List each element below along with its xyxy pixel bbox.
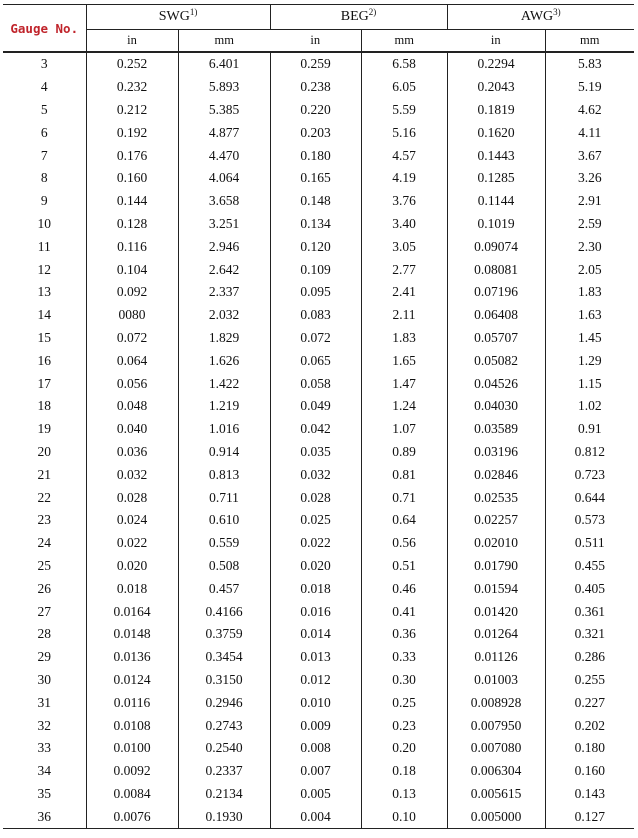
awg-in-cell: 0.006304 <box>447 760 545 783</box>
footnote-marker: 1) <box>189 7 198 17</box>
swg-mm-cell: 1.219 <box>178 395 270 418</box>
beg-in-cell: 0.049 <box>270 395 361 418</box>
table-row <box>3 646 634 669</box>
beg-mm-cell: 3.76 <box>361 190 447 213</box>
swg-mm-cell: 4.064 <box>178 167 270 190</box>
beg-in-cell: 0.018 <box>270 577 361 600</box>
awg-in-cell: 0.1620 <box>447 121 545 144</box>
awg-mm-cell: 0.723 <box>574 466 605 482</box>
table-row <box>3 349 634 372</box>
unit-header: in <box>86 30 178 53</box>
gauge-no-cell: 30 <box>3 669 86 692</box>
beg-mm-cell: 5.59 <box>361 99 447 122</box>
swg-mm-cell: 0.3759 <box>178 623 270 646</box>
awg-mm-cell: 4.62 <box>577 101 602 117</box>
swg-in-cell: 0.160 <box>86 167 178 190</box>
table-row <box>3 190 634 213</box>
awg-mm-cell: 0.286 <box>574 649 605 665</box>
gauge-no-cell: 32 <box>3 714 86 737</box>
awg-mm-cell: 0.127 <box>545 805 634 828</box>
gauge-no-cell: 17 <box>3 372 86 395</box>
swg-in-cell: 0.032 <box>86 463 178 486</box>
swg-in-cell: 0.232 <box>86 76 178 99</box>
gauge-no-cell: 3 <box>3 52 86 76</box>
awg-in-cell: 0.02010 <box>447 532 545 555</box>
table-row <box>3 623 634 646</box>
beg-in-cell: 0.259 <box>270 52 361 76</box>
awg-mm-cell: 2.91 <box>577 193 602 209</box>
table-row <box>3 577 634 600</box>
swg-mm-cell: 2.946 <box>178 235 270 258</box>
gauge-no-cell: 14 <box>3 304 86 327</box>
awg-mm-cell: 0.361 <box>574 603 605 619</box>
table-row <box>3 463 634 486</box>
awg-in-cell: 0.05082 <box>447 349 545 372</box>
gauge-no-header: Gauge No. <box>3 5 86 53</box>
beg-mm-cell: 0.30 <box>361 669 447 692</box>
swg-in-cell: 0.192 <box>86 121 178 144</box>
beg-in-cell: 0.005 <box>270 783 361 806</box>
swg-in-cell: 0.0136 <box>86 646 178 669</box>
beg-mm-cell: 6.58 <box>361 52 447 76</box>
awg-in-cell: 0.03196 <box>447 441 545 464</box>
table-row <box>3 235 634 258</box>
awg-mm-cell: 3.26 <box>577 170 602 186</box>
swg-mm-cell: 5.893 <box>178 76 270 99</box>
swg-mm-cell: 0.3150 <box>178 669 270 692</box>
beg-in-cell: 0.203 <box>270 121 361 144</box>
awg-mm-cell: 0.511 <box>574 535 605 551</box>
swg-in-cell: 0.252 <box>86 52 178 76</box>
swg-in-cell: 0.092 <box>86 281 178 304</box>
awg-mm-cell: 0.202 <box>574 717 605 733</box>
beg-in-cell: 0.012 <box>270 669 361 692</box>
table-row <box>3 532 634 555</box>
swg-in-cell: 0.116 <box>86 235 178 258</box>
unit-header: mm <box>361 30 447 53</box>
beg-mm-cell: 0.56 <box>361 532 447 555</box>
awg-in-cell: 0.01594 <box>447 577 545 600</box>
table-row <box>3 258 634 281</box>
swg-in-cell: 0.104 <box>86 258 178 281</box>
header-row-units <box>3 30 634 53</box>
awg-in-cell: 0.008928 <box>447 691 545 714</box>
swg-mm-cell: 2.642 <box>178 258 270 281</box>
swg-mm-cell: 4.877 <box>178 121 270 144</box>
beg-mm-cell: 0.64 <box>361 509 447 532</box>
beg-mm-cell: 4.19 <box>361 167 447 190</box>
table-row <box>3 395 634 418</box>
beg-mm-cell: 0.33 <box>361 646 447 669</box>
swg-in-cell: 0.0092 <box>86 760 178 783</box>
gauge-no-cell: 27 <box>3 600 86 623</box>
gauge-no-cell: 33 <box>3 737 86 760</box>
gauge-no-cell: 31 <box>3 691 86 714</box>
table-row <box>3 52 634 76</box>
awg-in-cell: 0.005000 <box>447 805 545 828</box>
swg-mm-cell: 0.610 <box>178 509 270 532</box>
beg-in-cell: 0.008 <box>270 737 361 760</box>
beg-mm-cell: 4.57 <box>361 144 447 167</box>
beg-in-cell: 0.065 <box>270 349 361 372</box>
gauge-no-cell: 29 <box>3 646 86 669</box>
swg-in-cell: 0.0124 <box>86 669 178 692</box>
swg-mm-cell: 0.2337 <box>178 760 270 783</box>
unit-header: mm <box>545 30 634 53</box>
swg-in-cell: 0.144 <box>86 190 178 213</box>
awg-in-cell: 0.01126 <box>447 646 545 669</box>
awg-in-cell: 0.005615 <box>447 783 545 806</box>
table-row <box>3 167 634 190</box>
awg-in-cell: 0.05707 <box>447 327 545 350</box>
unit-header: in <box>447 30 545 53</box>
swg-in-cell: 0.036 <box>86 441 178 464</box>
gauge-no-cell: 35 <box>3 783 86 806</box>
beg-mm-cell: 6.05 <box>361 76 447 99</box>
swg-in-cell: 0.024 <box>86 509 178 532</box>
awg-in-cell: 0.1819 <box>447 99 545 122</box>
table-row <box>3 121 634 144</box>
awg-in-cell: 0.04030 <box>447 395 545 418</box>
gauge-no-cell: 19 <box>3 418 86 441</box>
swg-mm-cell: 4.470 <box>178 144 270 167</box>
beg-mm-cell: 0.46 <box>361 577 447 600</box>
beg-in-cell: 0.022 <box>270 532 361 555</box>
swg-mm-cell: 0.457 <box>178 577 270 600</box>
awg-in-cell: 0.02535 <box>447 486 545 509</box>
gauge-no-cell: 4 <box>3 76 86 99</box>
swg-in-cell: 0.212 <box>86 99 178 122</box>
swg-in-cell: 0.0076 <box>86 805 178 828</box>
gauge-no-cell: 34 <box>3 760 86 783</box>
beg-in-cell: 0.007 <box>270 760 361 783</box>
beg-mm-cell: 1.47 <box>361 372 447 395</box>
table-row <box>3 304 634 327</box>
awg-mm-cell: 0.255 <box>574 671 605 687</box>
swg-in-cell: 0.018 <box>86 577 178 600</box>
beg-mm-cell: 3.40 <box>361 213 447 236</box>
awg-in-cell: 0.01420 <box>447 600 545 623</box>
awg-mm-cell: 0.180 <box>574 740 605 756</box>
table-row <box>3 691 634 714</box>
swg-mm-cell: 2.337 <box>178 281 270 304</box>
beg-mm-cell: 0.89 <box>361 441 447 464</box>
table-row <box>3 760 634 783</box>
beg-mm-cell: 0.71 <box>361 486 447 509</box>
awg-in-cell: 0.007080 <box>447 737 545 760</box>
swg-mm-cell: 3.658 <box>178 190 270 213</box>
awg-in-cell: 0.1144 <box>447 190 545 213</box>
table-row <box>3 144 634 167</box>
swg-mm-cell: 0.1930 <box>178 805 270 828</box>
awg-mm-cell: 4.11 <box>578 124 602 140</box>
swg-mm-cell: 2.032 <box>178 304 270 327</box>
beg-in-cell: 0.083 <box>270 304 361 327</box>
gauge-no-cell: 9 <box>3 190 86 213</box>
beg-mm-cell: 0.10 <box>361 805 447 828</box>
beg-in-cell: 0.013 <box>270 646 361 669</box>
beg-in-cell: 0.035 <box>270 441 361 464</box>
beg-in-cell: 0.014 <box>270 623 361 646</box>
beg-mm-cell: 1.83 <box>361 327 447 350</box>
awg-mm-cell: 2.59 <box>577 215 602 231</box>
swg-mm-cell: 0.559 <box>178 532 270 555</box>
gauge-no-cell: 13 <box>3 281 86 304</box>
beg-mm-cell: 2.11 <box>361 304 447 327</box>
beg-in-cell: 0.016 <box>270 600 361 623</box>
table-row <box>3 555 634 578</box>
swg-in-cell: 0.0148 <box>86 623 178 646</box>
awg-in-cell: 0.02257 <box>447 509 545 532</box>
group-name: SWG <box>158 9 190 24</box>
swg-in-cell: 0.0116 <box>86 691 178 714</box>
awg-mm-cell: 2.30 <box>577 238 602 254</box>
awg-mm-cell: 1.29 <box>577 352 602 368</box>
swg-mm-cell: 0.4166 <box>178 600 270 623</box>
awg-mm-cell: 0.405 <box>574 580 605 596</box>
awg-mm-cell: 1.45 <box>577 329 602 345</box>
swg-mm-cell: 0.2946 <box>178 691 270 714</box>
table-header <box>3 5 634 53</box>
gauge-no-cell: 11 <box>3 235 86 258</box>
swg-mm-cell: 1.626 <box>178 349 270 372</box>
beg-in-cell: 0.028 <box>270 486 361 509</box>
awg-mm-cell: 0.812 <box>574 443 605 459</box>
gauge-no-cell: 22 <box>3 486 86 509</box>
awg-in-cell: 0.09074 <box>447 235 545 258</box>
table-row <box>3 99 634 122</box>
beg-in-cell: 0.148 <box>270 190 361 213</box>
swg-in-cell: 0.048 <box>86 395 178 418</box>
beg-mm-cell: 1.24 <box>361 395 447 418</box>
beg-mm-cell: 0.81 <box>361 463 447 486</box>
table-row <box>3 805 634 828</box>
beg-mm-cell: 3.05 <box>361 235 447 258</box>
unit-header: in <box>270 30 361 53</box>
awg-in-cell: 0.01264 <box>447 623 545 646</box>
swg-in-cell: 0.0100 <box>86 737 178 760</box>
awg-mm-cell: 0.321 <box>574 626 605 642</box>
table-row <box>3 76 634 99</box>
table-row <box>3 783 634 806</box>
footnote-marker: 2) <box>368 7 377 17</box>
swg-mm-cell: 1.422 <box>178 372 270 395</box>
group-name: BEG <box>340 9 369 24</box>
swg-in-cell: 0.040 <box>86 418 178 441</box>
gauge-no-cell: 24 <box>3 532 86 555</box>
table-row <box>3 327 634 350</box>
header-row-groups <box>3 5 634 30</box>
swg-mm-cell: 1.016 <box>178 418 270 441</box>
beg-mm-cell: 2.41 <box>361 281 447 304</box>
awg-mm-cell: 0.143 <box>574 785 605 801</box>
swg-in-cell: 0.0084 <box>86 783 178 806</box>
swg-in-cell: 0.0164 <box>86 600 178 623</box>
awg-mm-cell: 0.455 <box>574 557 605 573</box>
swg-in-cell: 0.072 <box>86 327 178 350</box>
awg-mm-cell: 0.573 <box>574 512 605 528</box>
gauge-no-cell: 16 <box>3 349 86 372</box>
gauge-no-cell: 7 <box>3 144 86 167</box>
swg-mm-cell: 5.385 <box>178 99 270 122</box>
beg-in-cell: 0.109 <box>270 258 361 281</box>
swg-in-cell: 0.020 <box>86 555 178 578</box>
table-row <box>3 737 634 760</box>
swg-in-cell: 0.128 <box>86 213 178 236</box>
table-row <box>3 418 634 441</box>
gauge-no-cell: 26 <box>3 577 86 600</box>
table-body <box>3 52 634 829</box>
beg-in-cell: 0.095 <box>270 281 361 304</box>
awg-mm-cell: 5.83 <box>577 56 602 72</box>
swg-mm-cell: 0.914 <box>178 441 270 464</box>
beg-mm-cell: 0.41 <box>361 600 447 623</box>
swg-in-cell: 0.056 <box>86 372 178 395</box>
beg-mm-cell: 1.65 <box>361 349 447 372</box>
gauge-no-cell: 18 <box>3 395 86 418</box>
swg-mm-cell: 0.2743 <box>178 714 270 737</box>
gauge-no-cell: 23 <box>3 509 86 532</box>
wire-gauge-table <box>3 4 634 829</box>
beg-mm-cell: 1.07 <box>361 418 447 441</box>
beg-in-cell: 0.058 <box>270 372 361 395</box>
awg-header <box>447 5 634 30</box>
beg-mm-cell: 0.20 <box>361 737 447 760</box>
awg-mm-cell: 5.19 <box>577 79 602 95</box>
awg-mm-cell: 1.63 <box>577 307 602 323</box>
beg-in-cell: 0.120 <box>270 235 361 258</box>
table-row <box>3 669 634 692</box>
awg-in-cell: 0.1285 <box>447 167 545 190</box>
swg-mm-cell: 6.401 <box>178 52 270 76</box>
beg-in-cell: 0.004 <box>270 805 361 828</box>
table-row <box>3 486 634 509</box>
beg-in-cell: 0.020 <box>270 555 361 578</box>
beg-in-cell: 0.042 <box>270 418 361 441</box>
awg-in-cell: 0.07196 <box>447 281 545 304</box>
swg-mm-cell: 0.813 <box>178 463 270 486</box>
awg-mm-cell: 2.05 <box>577 261 602 277</box>
table-row <box>3 281 634 304</box>
beg-in-cell: 0.165 <box>270 167 361 190</box>
beg-in-cell: 0.180 <box>270 144 361 167</box>
gauge-no-cell: 15 <box>3 327 86 350</box>
footnote-marker: 3) <box>553 7 561 17</box>
beg-in-cell: 0.032 <box>270 463 361 486</box>
swg-in-cell: 0.176 <box>86 144 178 167</box>
awg-mm-cell: 1.02 <box>577 398 602 414</box>
gauge-no-cell: 20 <box>3 441 86 464</box>
awg-mm-cell: 0.91 <box>577 421 602 437</box>
awg-in-cell: 0.06408 <box>447 304 545 327</box>
beg-mm-cell: 0.51 <box>361 555 447 578</box>
swg-mm-cell: 3.251 <box>178 213 270 236</box>
beg-mm-cell: 0.25 <box>361 691 447 714</box>
swg-header <box>86 5 270 30</box>
beg-in-cell: 0.009 <box>270 714 361 737</box>
awg-in-cell: 0.1443 <box>447 144 545 167</box>
swg-mm-cell: 0.2540 <box>178 737 270 760</box>
unit-header: mm <box>178 30 270 53</box>
table-row <box>3 600 634 623</box>
swg-mm-cell: 0.508 <box>178 555 270 578</box>
beg-in-cell: 0.134 <box>270 213 361 236</box>
gauge-no-cell: 36 <box>3 805 86 828</box>
awg-mm-cell: 1.15 <box>577 375 602 391</box>
gauge-no-cell: 28 <box>3 623 86 646</box>
swg-mm-cell: 0.2134 <box>178 783 270 806</box>
beg-mm-cell: 0.36 <box>361 623 447 646</box>
beg-mm-cell: 0.23 <box>361 714 447 737</box>
swg-mm-cell: 0.3454 <box>178 646 270 669</box>
table-row <box>3 714 634 737</box>
awg-in-cell: 0.2294 <box>447 52 545 76</box>
gauge-no-cell: 21 <box>3 463 86 486</box>
awg-mm-cell: 3.67 <box>577 147 602 163</box>
table-row <box>3 509 634 532</box>
beg-mm-cell: 2.77 <box>361 258 447 281</box>
table-row <box>3 372 634 395</box>
awg-mm-cell: 0.227 <box>574 694 605 710</box>
beg-in-cell: 0.010 <box>270 691 361 714</box>
group-name: AWG <box>520 9 554 24</box>
awg-mm-cell: 0.160 <box>574 763 605 779</box>
swg-in-cell: 0.064 <box>86 349 178 372</box>
swg-mm-cell: 0.711 <box>178 486 270 509</box>
gauge-table-container <box>3 4 634 829</box>
table-row <box>3 441 634 464</box>
table-row <box>3 213 634 236</box>
awg-in-cell: 0.007950 <box>447 714 545 737</box>
swg-in-cell: 0.028 <box>86 486 178 509</box>
awg-mm-cell: 0.644 <box>574 489 605 505</box>
awg-in-cell: 0.08081 <box>447 258 545 281</box>
swg-in-cell: 0.0108 <box>86 714 178 737</box>
gauge-no-cell: 8 <box>3 167 86 190</box>
awg-mm-cell: 1.83 <box>577 284 602 300</box>
beg-header <box>270 5 447 30</box>
awg-in-cell: 0.2043 <box>447 76 545 99</box>
awg-in-cell: 0.04526 <box>447 372 545 395</box>
beg-in-cell: 0.220 <box>270 99 361 122</box>
swg-in-cell: 0.022 <box>86 532 178 555</box>
awg-in-cell: 0.03589 <box>447 418 545 441</box>
gauge-no-cell: 25 <box>3 555 86 578</box>
beg-mm-cell: 0.18 <box>361 760 447 783</box>
gauge-no-cell: 12 <box>3 258 86 281</box>
awg-in-cell: 0.01790 <box>447 555 545 578</box>
awg-in-cell: 0.01003 <box>447 669 545 692</box>
gauge-no-cell: 6 <box>3 121 86 144</box>
gauge-no-cell: 5 <box>3 99 86 122</box>
beg-in-cell: 0.025 <box>270 509 361 532</box>
beg-mm-cell: 5.16 <box>361 121 447 144</box>
beg-in-cell: 0.072 <box>270 327 361 350</box>
beg-mm-cell: 0.13 <box>361 783 447 806</box>
swg-in-cell: 0080 <box>86 304 178 327</box>
swg-mm-cell: 1.829 <box>178 327 270 350</box>
awg-in-cell: 0.1019 <box>447 213 545 236</box>
beg-in-cell: 0.238 <box>270 76 361 99</box>
awg-in-cell: 0.02846 <box>447 463 545 486</box>
gauge-no-cell: 10 <box>3 213 86 236</box>
